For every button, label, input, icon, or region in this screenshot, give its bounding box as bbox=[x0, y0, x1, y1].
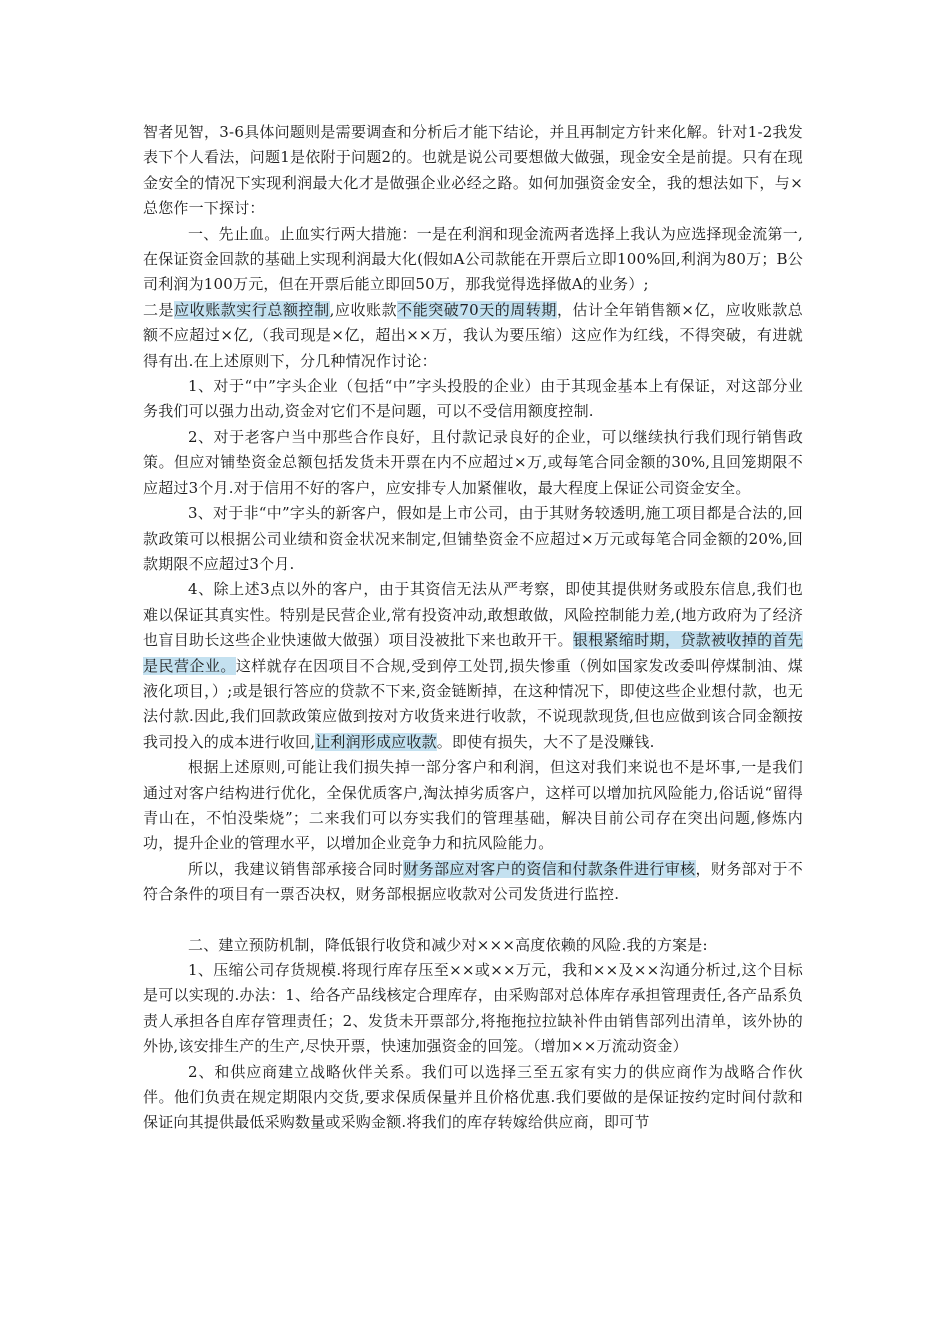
paragraph-text: 二是 bbox=[143, 300, 175, 319]
highlighted-text: 应收账款实行总额控制 bbox=[174, 300, 330, 319]
paragraph-2 bbox=[143, 298, 803, 374]
paragraph-text: 2、对于老客户当中那些合作良好，且付款记录良好的企业，可以继续执行我们现行销售政策。但应对铺垫资金总额包括发货未开票在内不应超过×万,或每笔合同金额的30%,且回笼期限不应超过3个月.对于信用不好的客户，应安排专人加紧催收，最大程度上保证公司资金安全。 bbox=[143, 427, 803, 497]
highlighted-text: 银根紧缩时期，贷款被收掉的首先是民营企业。 bbox=[143, 631, 803, 675]
paragraph-text: 二、建立预防机制，降低银行收贷和减少对×××高度依赖的风险.我的方案是: bbox=[188, 935, 708, 954]
highlighted-text: 让利润形成应收款 bbox=[315, 732, 437, 751]
paragraph-text: 根据上述原则,可能让我们损失掉一部分客户和利润，但这对我们来说也不是坏事,一是我们通过对客户结构进行优化，全保优质客户,淘汰掉劣质客户，这样可以增加抗风险能力,俗话说“留得青山在，不怕没柴烧”；二来我们可以夯实我们的管理基础，解决目前公司存在突出问题,修炼内功，提升企业的管理水平，以增加企业竞争力和抗风险能力。 bbox=[143, 758, 803, 853]
highlighted-text: 财务部应对客户的资信和付款条件进行审核 bbox=[403, 859, 696, 878]
paragraph-8 bbox=[143, 857, 803, 908]
paragraph-11 bbox=[143, 1060, 803, 1136]
paragraph-1 bbox=[143, 222, 803, 298]
paragraph-text: 3、对于非“中”字头的新客户，假如是上市公司，由于其财务较透明,施工项目都是合法的,回款政策可以根据公司业绩和资金状况来制定,但铺垫资金不应超过×万元或每笔合同金额的20%,回款期限不应超过3个月. bbox=[143, 504, 803, 573]
paragraph-text: 1、压缩公司存货规模.将现行库存压至××或××万元，我和××及××沟通分析过,这个目标是可以实现的.办法：1、给各产品线核定合理库存，由采购部对总体库存承担管理责任,各产品系负责人承担各自库存管理责任；2、发货未开票部分,将拖拖拉拉缺补件由销售部列出清单，该外协的外协,该安排生产的生产,尽快开票，快速加强资金的回笼。（增加××万流动资金） bbox=[143, 961, 803, 1056]
paragraph-10 bbox=[143, 958, 803, 1060]
paragraph-7 bbox=[143, 755, 803, 857]
paragraph-0 bbox=[143, 120, 803, 222]
document-page bbox=[143, 120, 803, 1136]
paragraph-4 bbox=[143, 425, 803, 501]
paragraph-3 bbox=[143, 374, 803, 425]
paragraph-text: ,应收账款 bbox=[329, 300, 398, 319]
paragraph-9 bbox=[143, 933, 803, 958]
paragraph-text: 2、和供应商建立战略伙伴关系。我们可以选择三至五家有实力的供应商作为战略合作伙伴。他们负责在规定期限内交货,要求保质保量并且价格优惠.我们要做的是保证按约定时间付款和保证向其提供最低采购数量或采购金额.将我们的库存转嫁给供应商，即可节 bbox=[143, 1062, 803, 1132]
paragraph-text: 所以，我建议销售部承接合同时 bbox=[188, 859, 404, 878]
paragraph-text: 一、先止血。止血实行两大措施：一是在利润和现金流两者选择上我认为应选择现金流第一,在保证资金回款的基础上实现利润最大化(假如A公司款能在开票后立即100%回,利润为80万；B公司利润为100万元，但在开票后能立即回50万，那我觉得选择做A的业务）; bbox=[143, 224, 803, 294]
paragraph-text: 1、对于“中”字头企业（包括“中”字头投股的企业）由于其现金基本上有保证，对这部分业务我们可以强力出动,资金对它们不是问题，可以不受信用额度控制. bbox=[143, 377, 803, 421]
paragraph-text: 。即使有损失，大不了是没赚钱. bbox=[436, 732, 655, 751]
paragraph-6 bbox=[143, 577, 803, 755]
paragraph-text: 智者见智，3-6具体问题则是需要调查和分析后才能下结论，并且再制定方针来化解。针对1-2我发表下个人看法，问题1是依附于问题2的。也就是说公司要想做大做强，现金安全是前提。只有在现金安全的情况下实现利润最大化才是做强企业必经之路。如何加强资金安全，我的想法如下，与×总您作一下探讨： bbox=[143, 123, 803, 218]
paragraph-text: 4、除上述3点以外的客户，由于其资信无法从严考察，即使其提供财务或股东信息,我们也难以保证其真实性。特别是民营企业,常有投资冲动,敢想敢做，风险控制能力差,(地方政府为了经济也盲目助长这些企业快速做大做强）项目没被批下来也敢开干。 bbox=[143, 580, 803, 650]
paragraph-text: ，估计全年销售额×亿，应收账款总额不应超过×亿,（我司现是×亿，超出××万，我认为要压缩）这应作为红线，不得突破，有进就得有出.在上述原则下，分几种情况作讨论： bbox=[143, 300, 803, 370]
paragraph-5 bbox=[143, 501, 803, 577]
highlighted-text: 不能突破70天的周转期 bbox=[397, 300, 557, 319]
paragraph-text: ，财务部对于不符合条件的项目有一票否决权，财务部根据应收款对公司发货进行监控. bbox=[143, 859, 803, 904]
paragraph-text: 这样就存在因项目不合规,受到停工处罚,损失惨重（例如国家发改委叫停煤制油、煤液化项目，）;或是银行答应的贷款不下来,资金链断掉，在这种情况下，即使这些企业想付款，也无法付款.因此,我们回款政策应做到按对方收货来进行收款，不说现款现货,但也应做到该合同金额按我司投入的成本进行收回, bbox=[143, 656, 803, 751]
